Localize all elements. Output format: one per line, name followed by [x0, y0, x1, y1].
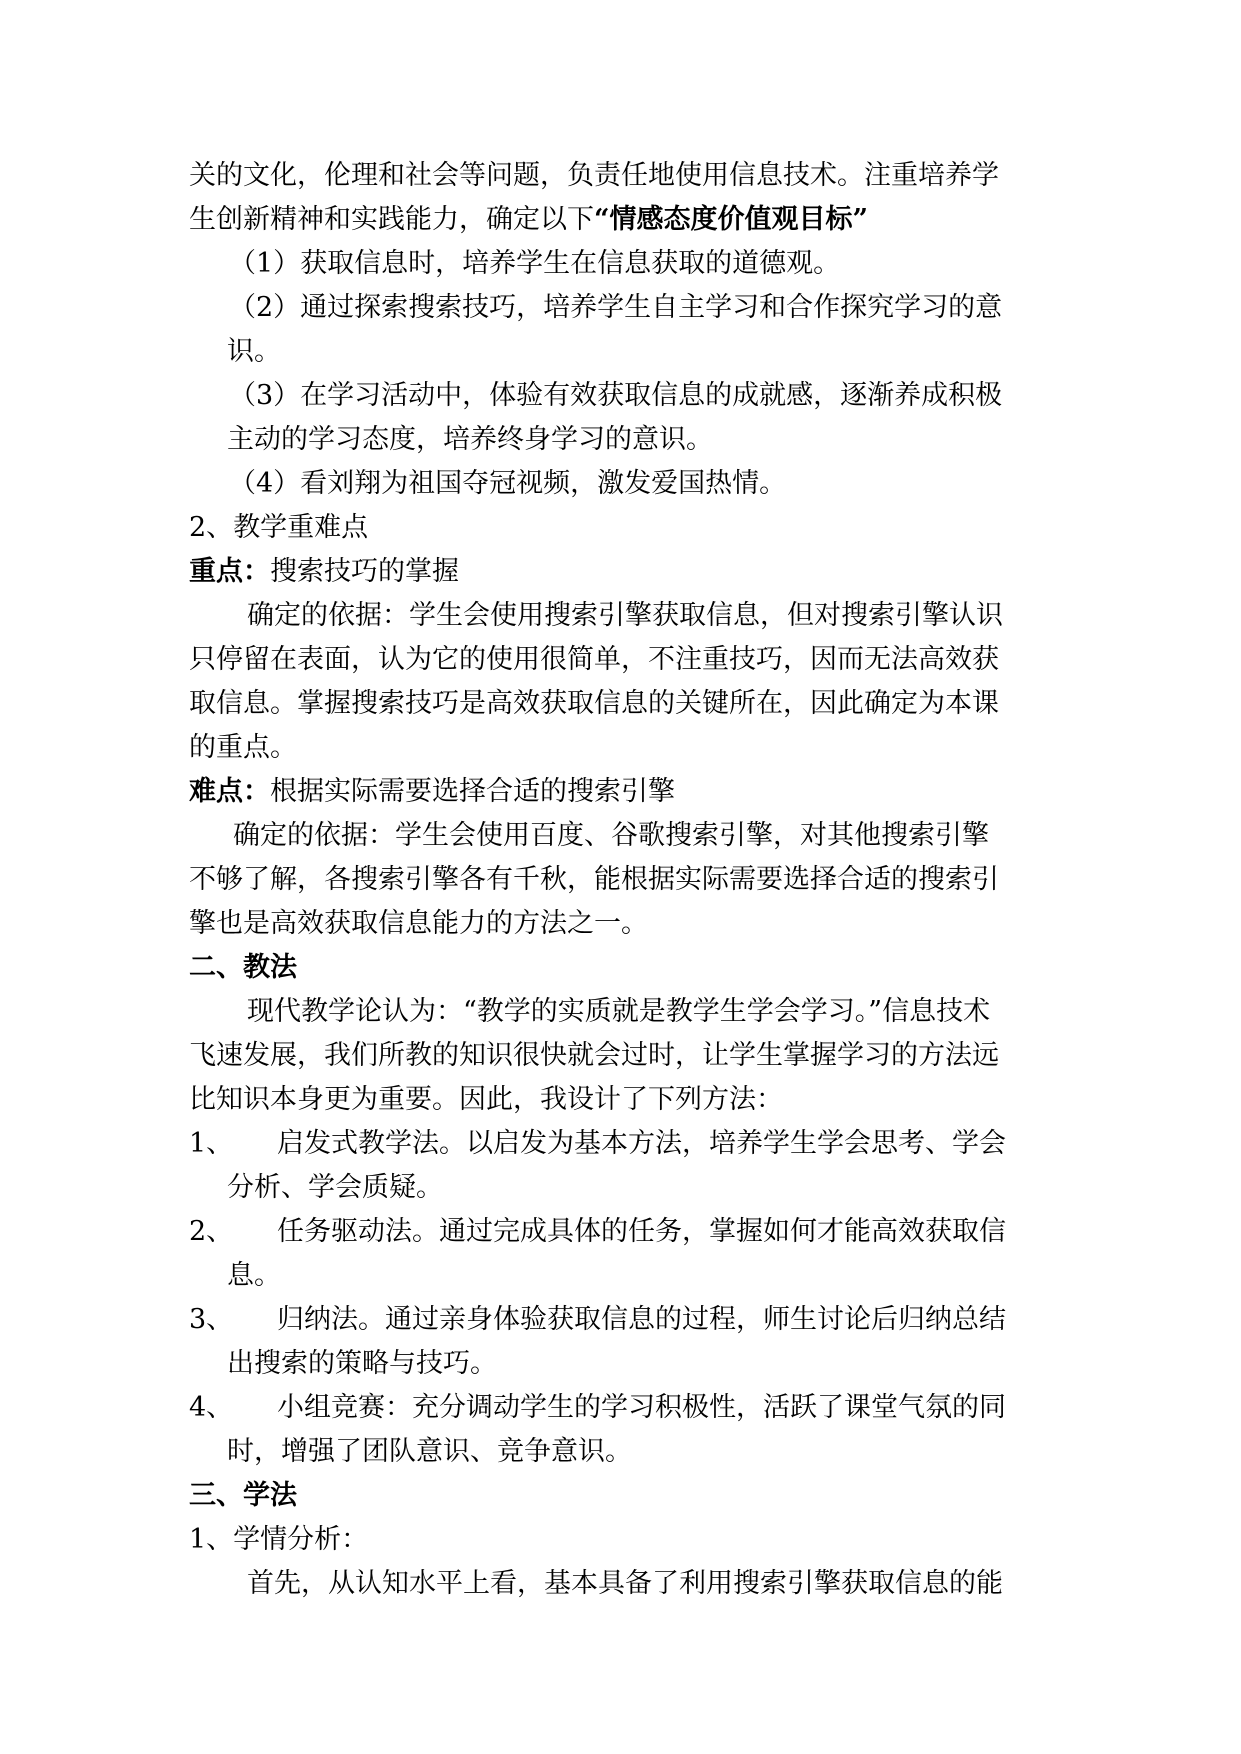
method-text: 启发式教学法。以启发为基本方法，培养学生学会思考、学会	[277, 1128, 1006, 1159]
paragraph-line: 比知识本身更为重要。因此，我设计了下列方法：	[189, 1084, 783, 1115]
list-item: （1）获取信息时，培养学生在信息获取的道德观。	[229, 248, 841, 279]
list-item-continuation: 主动的学习态度，培养终身学习的意识。	[227, 424, 713, 455]
paragraph-line: 首先，从认知水平上看，基本具备了利用搜索引擎获取信息的能	[247, 1568, 1003, 1599]
method-number: 1、	[189, 1128, 234, 1159]
section-heading: 2、教学重难点	[189, 512, 369, 543]
list-item-continuation: 识。	[227, 336, 281, 367]
text-line	[189, 198, 1055, 242]
difficult-point-label: 难点：	[189, 776, 270, 807]
text-run: 生创新精神和实践能力，确定以下	[189, 204, 594, 235]
method-item	[189, 1122, 1055, 1166]
paragraph-line: 确定的依据：学生会使用百度、谷歌搜索引擎，对其他搜索引擎	[233, 820, 989, 851]
key-point-label: 重点：	[189, 556, 270, 587]
method-item	[189, 1210, 1055, 1254]
method-continuation: 时，增强了团队意识、竞争意识。	[227, 1436, 632, 1467]
section-heading: 三、学法	[189, 1480, 297, 1511]
subsection-heading: 1、学情分析：	[189, 1524, 369, 1555]
method-continuation: 息。	[227, 1260, 281, 1291]
key-point	[189, 550, 1055, 594]
paragraph-line: 的重点。	[189, 732, 297, 763]
paragraph-line: 取信息。掌握搜索技巧是高效获取信息的关键所在，因此确定为本课	[189, 688, 999, 719]
paragraph-line: 现代教学论认为：“教学的实质就是教学生学会学习。”信息技术	[247, 996, 991, 1027]
paragraph-line: 不够了解，各搜索引擎各有千秋，能根据实际需要选择合适的搜索引	[189, 864, 999, 895]
difficult-point	[189, 770, 1055, 814]
emphasis-goal: “情感态度价值观目标”	[594, 204, 869, 235]
text-line: 关的文化，伦理和社会等问题，负责任地使用信息技术。注重培养学	[189, 160, 999, 191]
method-number: 4、	[189, 1392, 234, 1423]
method-text: 归纳法。通过亲身体验获取信息的过程，师生讨论后归纳总结	[277, 1304, 1006, 1335]
section-heading: 二、教法	[189, 952, 297, 983]
paragraph-line: 擎也是高效获取信息能力的方法之一。	[189, 908, 648, 939]
list-item: （4）看刘翔为祖国夺冠视频，激发爱国热情。	[229, 468, 787, 499]
method-continuation: 出搜索的策略与技巧。	[227, 1348, 497, 1379]
method-item	[189, 1386, 1055, 1430]
method-number: 2、	[189, 1216, 234, 1247]
document-page	[189, 154, 1055, 1606]
difficult-point-text: 根据实际需要选择合适的搜索引擎	[270, 776, 675, 807]
method-text: 任务驱动法。通过完成具体的任务，掌握如何才能高效获取信	[277, 1216, 1006, 1247]
method-number: 3、	[189, 1304, 234, 1335]
method-continuation: 分析、学会质疑。	[227, 1172, 443, 1203]
method-item	[189, 1298, 1055, 1342]
paragraph-line: 只停留在表面，认为它的使用很简单，不注重技巧，因而无法高效获	[189, 644, 999, 675]
method-text: 小组竞赛：充分调动学生的学习积极性，活跃了课堂气氛的同	[277, 1392, 1006, 1423]
list-item: （2）通过探索搜索技巧，培养学生自主学习和合作探究学习的意	[229, 292, 1003, 323]
paragraph-line: 确定的依据：学生会使用搜索引擎获取信息，但对搜索引擎认识	[247, 600, 1003, 631]
paragraph-line: 飞速发展，我们所教的知识很快就会过时，让学生掌握学习的方法远	[189, 1040, 999, 1071]
list-item: （3）在学习活动中，体验有效获取信息的成就感，逐渐养成积极	[229, 380, 1003, 411]
key-point-text: 搜索技巧的掌握	[270, 556, 459, 587]
